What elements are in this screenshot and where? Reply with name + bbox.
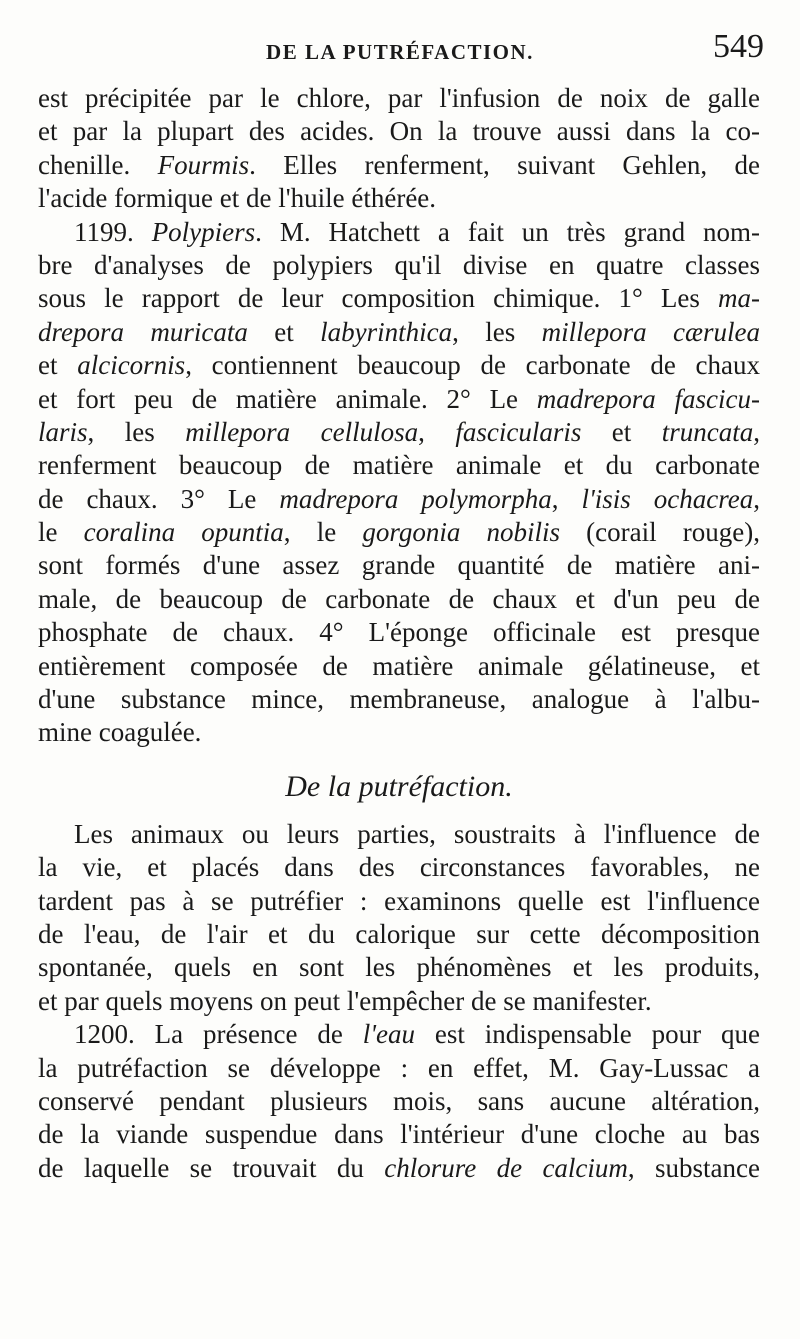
text-line: spontanée, quels en sont les phénomènes et les produits,: [38, 952, 760, 983]
text-line: la putréfaction se développe : en effet, M. Gay-Lussac a: [38, 1052, 760, 1083]
text-line: drepora muricata et labyrinthica, les millepora cærulea: [38, 316, 760, 347]
text-line: et par la plupart des acides. On la trouve aussi dans la co-: [38, 116, 760, 147]
text-line: de l'eau, de l'air et du calorique sur cette décomposition: [38, 918, 760, 949]
running-head: DE LA PUTRÉFACTION.: [266, 40, 534, 64]
text-line: male, de beaucoup de carbonate de chaux et d'un peu de: [38, 583, 760, 614]
text-line: conservé pendant plusieurs mois, sans aucune altération,: [38, 1085, 760, 1116]
text-line: de chaux. 3° Le madrepora polymorpha, l'isis ochacrea,: [38, 483, 760, 514]
text-line: 1199. Polypiers. M. Hatchett a fait un très grand nom-: [74, 216, 760, 247]
page-number: 549: [713, 28, 764, 65]
text-line: l'acide formique et de l'huile éthérée.: [38, 183, 437, 214]
text-line: laris, les millepora cellulosa, fascicularis et truncata,: [38, 416, 760, 447]
text-line: chenille. Fourmis. Elles renferment, suivant Gehlen, de: [38, 149, 760, 180]
page-header: [36, 30, 764, 80]
text-line: mine coagulée.: [38, 717, 202, 748]
text-line: 1200. La présence de l'eau est indispensable pour que: [74, 1019, 760, 1050]
body-text: [38, 82, 760, 1185]
text-line: d'une substance mince, membraneuse, analogue à l'albu-: [38, 684, 760, 715]
text-line: de laquelle se trouvait du chlorure de calcium, substance: [38, 1152, 760, 1183]
text-line: phosphate de chaux. 4° L'éponge officinale est presque: [38, 617, 760, 648]
text-line: entièrement composée de matière animale gélatineuse, et: [38, 650, 760, 681]
text-line: tardent pas à se putréfier : examinons quelle est l'influence: [38, 885, 760, 916]
text-line: bre d'analyses de polypiers qu'il divise en quatre classes: [38, 249, 760, 280]
text-line: et alcicornis, contiennent beaucoup de carbonate de chaux: [38, 350, 760, 381]
text-line: sont formés d'une assez grande quantité de matière ani-: [38, 550, 760, 581]
section-title: De la putréfaction.: [285, 769, 513, 803]
text-line: est précipitée par le chlore, par l'infusion de noix de galle: [38, 83, 760, 113]
text-line: sous le rapport de leur composition chimique. 1° Les ma-: [38, 283, 760, 314]
text-line: Les animaux ou leurs parties, soustraits à l'influence de: [74, 818, 760, 849]
text-line: la vie, et placés dans des circonstances favorables, ne: [38, 852, 760, 883]
text-line: renferment beaucoup de matière animale et du carbonate: [38, 450, 760, 481]
text-line: et par quels moyens on peut l'empêcher de se manifester.: [38, 985, 652, 1016]
text-line: de la viande suspendue dans l'intérieur d'une cloche au bas: [38, 1119, 760, 1150]
text-line: le coralina opuntia, le gorgonia nobilis (corail rouge),: [38, 517, 760, 548]
text-line: et fort peu de matière animale. 2° Le madrepora fascicu-: [38, 383, 760, 414]
